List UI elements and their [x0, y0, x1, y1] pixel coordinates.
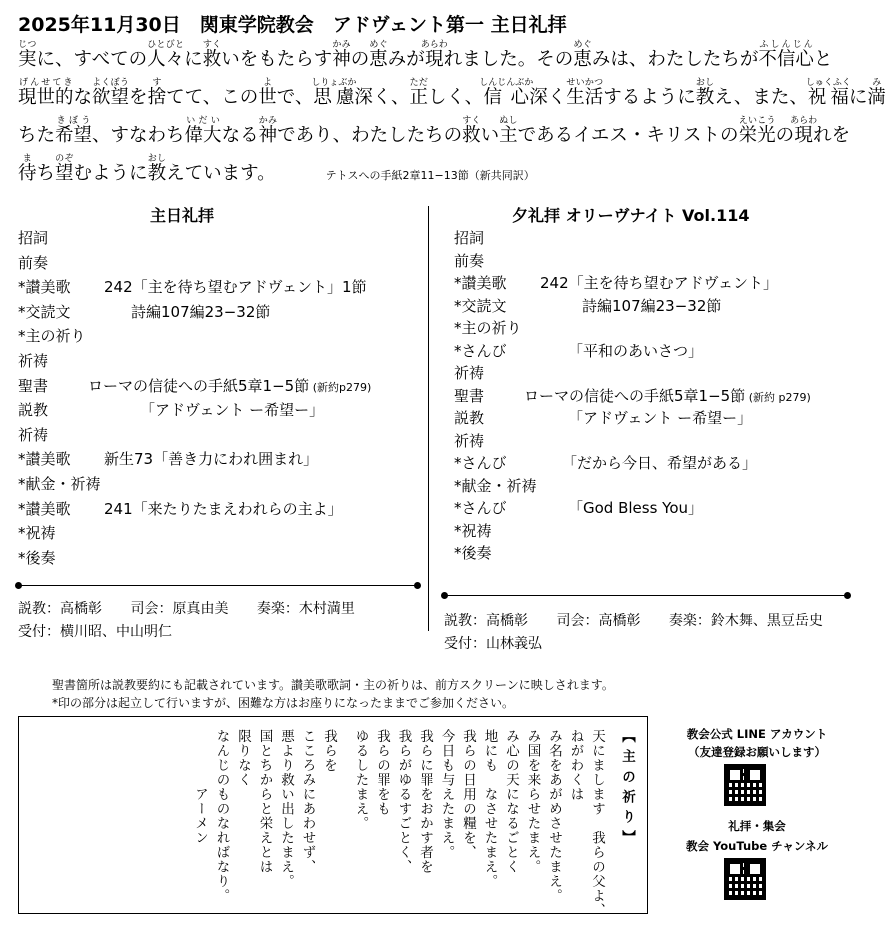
item-detail: ローマの信徒への手紙5章1−5節 (新約p279)	[88, 376, 372, 395]
item-detail: ローマの信徒への手紙5章1−5節 (新約 p279)	[524, 386, 811, 405]
line-account-subtitle: （友達登録お願いします）	[688, 745, 826, 759]
prayer-line: 我らを	[321, 729, 337, 773]
evening-presider: 司会：高橋彰	[556, 613, 641, 629]
item-detail: 「平和のあいさつ」	[568, 341, 704, 360]
item-label: *献金・祈祷	[454, 476, 537, 495]
column-divider	[428, 206, 429, 631]
item-detail: 242「主を待ち望むアドヴェント」	[540, 274, 779, 292]
item-detail: 241「来たりたまえわれらの主よ」	[104, 499, 343, 518]
verse-line-4-text: 待まち望のぞむように教おしえています。	[18, 154, 276, 184]
prayer-line: 今日も与えたまえ。	[438, 729, 455, 860]
evening-item	[454, 231, 484, 246]
morning-item	[18, 499, 343, 518]
item-label: *主の祈り	[18, 327, 86, 346]
item-label: 招詞	[18, 229, 49, 247]
ruby-word: 救すく	[202, 40, 222, 70]
ruby-word: 現世的げんせてき	[18, 78, 74, 108]
lords-prayer-title: 【 主 の 祈 り 】	[619, 729, 635, 845]
ruby-word: 教おし	[695, 78, 715, 108]
evening-item	[454, 409, 753, 427]
ruby-word: 神かみ	[332, 40, 351, 70]
item-label: 祈祷	[18, 352, 49, 370]
ruby-word: 恵めぐ	[573, 40, 592, 70]
item-label: 説教	[18, 401, 49, 420]
item-label: 前奏	[18, 253, 49, 272]
ruby-word: 現あらわ	[790, 116, 818, 146]
evening-item	[454, 274, 779, 292]
morning-item	[18, 401, 325, 420]
prayer-line: み国を来らせたまえ。	[524, 729, 541, 874]
item-detail: 242「主を待ち望むアドヴェント」1節	[104, 278, 367, 297]
item-label: 聖書	[454, 386, 485, 405]
morning-divider	[18, 585, 418, 586]
ruby-word: 希望きぼう	[55, 116, 93, 146]
item-label: *讃美歌	[18, 278, 71, 297]
ruby-word: 不信心ふしんじん	[758, 40, 814, 70]
ruby-word: 現あらわ	[420, 40, 448, 70]
evening-item	[454, 251, 485, 270]
item-label: *後奏	[454, 544, 492, 562]
evening-item	[454, 386, 811, 405]
morning-item	[18, 450, 319, 469]
evening-organist: 奏楽：鈴木舞、黒豆岳史	[668, 613, 823, 629]
item-label: 祈祷	[18, 425, 49, 444]
ruby-word: 世よ	[258, 78, 277, 108]
item-label: *献金・祈祷	[18, 475, 101, 493]
prayer-line: 天にまします 我らの父よ、	[589, 729, 605, 918]
prayer-line: 我らに罪をおかす者を	[417, 729, 433, 874]
youtube-title: 礼拝・集会	[728, 819, 786, 833]
evening-item	[454, 454, 758, 472]
item-label: *主の祈り	[454, 319, 522, 337]
morning-service-title: 主日礼拝	[150, 206, 215, 225]
evening-item	[454, 366, 484, 381]
item-label: *祝祷	[18, 524, 56, 543]
evening-item	[454, 499, 704, 517]
ruby-word: 正ただ	[409, 78, 429, 108]
ruby-word: 満み	[867, 78, 886, 108]
morning-item	[18, 548, 56, 567]
item-label: *さんび	[454, 341, 507, 360]
ruby-word: 栄光えいこう	[738, 116, 776, 146]
prayer-line: 地にも なさせたまえ。	[481, 729, 498, 889]
ruby-word: 救すく	[462, 116, 481, 146]
item-label: 前奏	[454, 251, 485, 270]
ruby-word: 思慮しりょぶか	[311, 78, 357, 108]
prayer-line: 我らの罪をも	[374, 729, 390, 816]
item-label: 聖書	[18, 376, 49, 395]
prayer-line: ねがわくは	[567, 729, 584, 802]
ruby-word: 恵めぐ	[369, 40, 388, 70]
morning-item	[18, 425, 49, 444]
ruby-word: 人々ひとびと	[147, 40, 185, 70]
item-label: 祈祷	[454, 431, 485, 450]
evening-item	[454, 321, 522, 336]
ruby-word: 信心しんじんぶか	[479, 78, 534, 108]
prayer-line: こころみにあわせず、	[299, 729, 316, 874]
item-detail: 「だから今日、希望がある」	[562, 454, 758, 472]
prayer-line: ゆるしたまえ。	[352, 729, 369, 831]
youtube-qr-code[interactable]	[724, 858, 766, 900]
morning-presider: 司会：原真由美	[130, 601, 229, 617]
ruby-word: 祝福しゅくふく	[805, 78, 851, 108]
item-detail: 「アドヴェント ー希望ー」	[140, 401, 325, 420]
evening-item	[454, 296, 722, 315]
morning-item	[18, 302, 271, 321]
item-page-note: (新約p279)	[309, 380, 372, 394]
evening-reception: 受付：山林義弘	[444, 636, 542, 652]
prayer-line: 国とちからと栄えとは	[256, 729, 273, 874]
prayer-line: み名をあがめさせたまえ。	[546, 729, 562, 903]
page-title: 2025年11月30日 関東学院教会 アドヴェント第一 主日礼拝	[18, 14, 567, 36]
item-label: *讃美歌	[18, 450, 71, 469]
prayer-line: 我らがゆるすごとく、	[395, 729, 412, 874]
morning-item	[18, 526, 56, 541]
item-detail: 詩編107編23−32節	[131, 302, 271, 321]
morning-item	[18, 354, 48, 369]
evening-preacher: 説教：高橋彰	[444, 613, 528, 629]
evening-service-title: 夕礼拝 オリーヴナイト Vol.114	[512, 206, 750, 225]
ruby-word: 欲望よくぼう	[92, 78, 130, 108]
item-detail: 新生73「善き力にわれ囲まれ」	[104, 450, 319, 469]
evening-item	[454, 546, 492, 561]
item-label: *交読文	[454, 296, 507, 315]
evening-item	[454, 431, 485, 450]
evening-item	[454, 341, 704, 360]
scripture-verse	[18, 40, 886, 192]
item-label: *さんび	[454, 499, 507, 517]
item-label: 祈祷	[454, 364, 485, 382]
ruby-word: 神かみ	[258, 116, 278, 146]
verse-line-1: 実じつに、すべての人々ひとびとに救すくいをもたらす神かみの恵めぐみが現あらわれました。その恵めぐみは、わたしたちが不信心ふしんじんと	[18, 40, 833, 70]
ruby-word: 実じつ	[18, 40, 37, 70]
prayer-line: アーメン	[192, 787, 208, 845]
item-label: *さんび	[454, 454, 507, 472]
verse-citation: テトスへの手紙2章11−13節（新共同訳）	[325, 169, 535, 182]
verse-line-3: ちた希望きぼう、すなわち偉大いだいなる神かみであり、わたしたちの救すくい主ぬしであるイエス・キリストの栄光えいこうの現あらわれを	[18, 116, 851, 146]
ruby-word: 教おし	[147, 154, 167, 184]
line-qr-code[interactable]	[724, 764, 766, 806]
ruby-word: 捨す	[147, 78, 167, 108]
prayer-line: 限りなく	[235, 729, 251, 787]
ruby-word: 主ぬし	[499, 116, 518, 146]
item-detail: 「God Bless You」	[568, 499, 704, 517]
prayer-line: 我らの日用の糧を、	[460, 729, 476, 860]
morning-reception: 受付：横川昭、中山明仁	[18, 624, 172, 640]
morning-item	[18, 231, 48, 246]
verse-line-4	[18, 154, 848, 192]
morning-item	[18, 329, 86, 344]
ruby-word: 生活せいかつ	[566, 78, 604, 108]
line-account-title: 教会公式 LINE アカウント	[686, 727, 828, 741]
morning-organist: 奏楽：木村満里	[256, 601, 355, 617]
evening-staff	[444, 610, 823, 630]
note-scripture-screen: 聖書箇所は説教要約にも記載されています。讃美歌歌詞・主の祈りは、前方スクリーンに映しされます。	[52, 678, 614, 692]
item-detail: 詩編107編23−32節	[582, 296, 722, 315]
morning-item	[18, 477, 101, 492]
morning-item	[18, 253, 49, 272]
morning-item	[18, 376, 372, 395]
note-standing: *印の部分は起立して行いますが、困難な方はお座りになったままでご参加ください。	[52, 696, 515, 710]
ruby-word: 待ま	[18, 154, 37, 184]
ruby-word: 望のぞ	[55, 154, 74, 184]
item-label: *祝祷	[454, 521, 492, 540]
youtube-subtitle: 教会 YouTube チャンネル	[686, 839, 828, 853]
item-label: *交読文	[18, 302, 71, 321]
evening-item	[454, 476, 537, 495]
item-label: *讃美歌	[454, 274, 507, 292]
prayer-line: なんじのものなればなり。	[213, 729, 230, 903]
prayer-line: 悪より救い出したまえ。	[278, 729, 294, 889]
morning-preacher: 説教：高橋彰	[18, 601, 102, 617]
evening-item	[454, 521, 492, 540]
prayer-line: み心の天になるごとく	[503, 729, 519, 874]
item-label: 説教	[454, 409, 485, 427]
verse-line-2: 現世的げんせてきな欲望よくぼうを捨すてて、この世よで、思慮しりょぶか深く、正ただしく、信心しんじんぶか深く生活せいかつするように教おしえ、また、祝福しゅくふくに満み	[18, 78, 886, 108]
item-label: *讃美歌	[18, 499, 71, 518]
item-label: *後奏	[18, 548, 56, 567]
ruby-word: 偉大いだい	[184, 116, 222, 146]
morning-item	[18, 278, 367, 297]
evening-divider	[444, 595, 848, 596]
item-detail: 「アドヴェント ー希望ー」	[568, 409, 753, 427]
item-page-note: (新約 p279)	[745, 390, 811, 404]
item-label: 招詞	[454, 229, 485, 247]
morning-staff	[18, 598, 355, 618]
lords-prayer-box	[18, 716, 648, 918]
